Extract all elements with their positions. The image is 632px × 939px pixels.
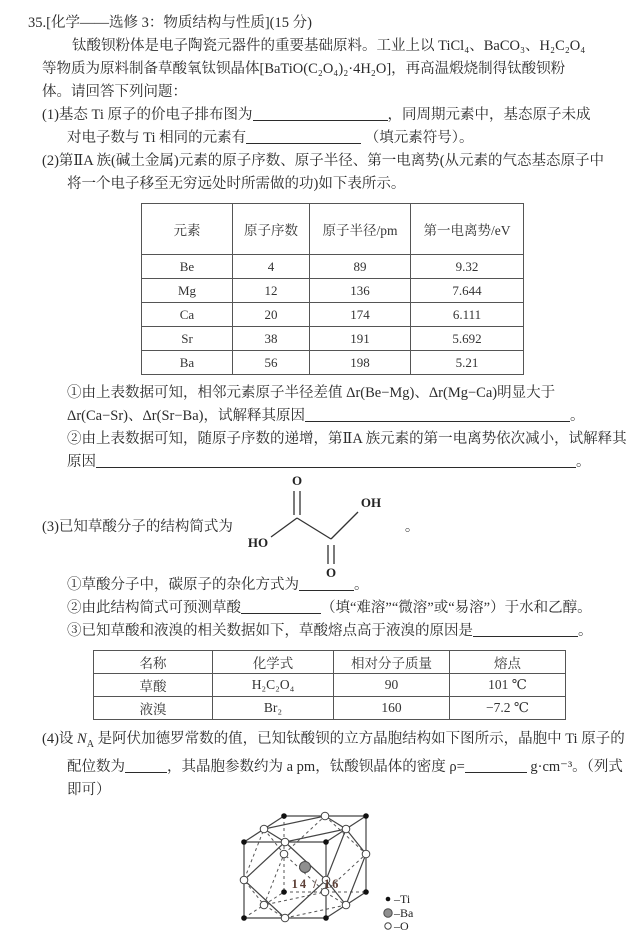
q3-sub3-period: 。: [578, 623, 593, 639]
q2-sub1-period: 。: [569, 408, 585, 424]
q3-lead-text: (3)已知草酸分子的结构简式为: [42, 518, 233, 535]
cell: 198: [310, 351, 411, 375]
intro-line-3: 体。请回答下列问题：: [42, 84, 187, 100]
avogadro-subscript: A: [86, 738, 94, 750]
q4-line-1: [42, 728, 625, 756]
q3-sub2-line: [67, 597, 606, 620]
q4-text-2c: g·cm⁻³。（列式: [530, 758, 623, 775]
question-heading: 35.[化学——选修 3：物质结构与性质](15 分): [28, 15, 312, 31]
q3-sub2-answer-blank: [241, 598, 321, 614]
col-header-atomic-number: 原子序数: [233, 204, 310, 255]
q3-sub3-line: [67, 620, 606, 643]
cell: 89: [310, 255, 411, 279]
o-bottom-label: O: [325, 565, 336, 579]
q1-text-1: (1)基态 Ti 原子的价电子排布图为: [42, 107, 253, 123]
cell: 6.111: [411, 303, 524, 327]
table-row: [142, 255, 524, 279]
q2-sub1-line-2: [67, 405, 606, 428]
q4-text-2a: 配位数为: [67, 758, 125, 775]
cell: Mg: [142, 279, 233, 303]
q2-sub2-period: 。: [576, 454, 591, 470]
cell: 7.644: [411, 279, 524, 303]
q1-answer-blank-1: [253, 105, 388, 121]
cell: Sr: [142, 327, 233, 351]
q3-sub3-answer-blank: [473, 621, 578, 637]
q4-answer-blank-1: [125, 757, 167, 773]
table-header-row: [94, 651, 566, 674]
figure-legend: [384, 892, 414, 933]
q1-line-2: [67, 127, 606, 150]
ba-legend-label: –Ba: [394, 905, 414, 920]
cell: 136: [310, 279, 411, 303]
col-header-formula: 化学式: [213, 651, 334, 674]
cell: 101 ℃: [450, 674, 566, 697]
table-row: [142, 327, 524, 351]
q3-sub1-line: [67, 574, 606, 597]
cell: 9.32: [411, 255, 524, 279]
ba-atom: [300, 861, 311, 872]
table-row: [94, 674, 566, 697]
q3-sub1-answer-blank: [299, 575, 354, 591]
cell: 5.21: [411, 351, 524, 375]
cell: Br₂: [213, 697, 334, 720]
q2-line-2: 将一个电子移至无穷远处时所需做的功)如下表所示。: [67, 176, 406, 192]
perovskite-unit-cell-diagram: [214, 806, 446, 934]
table-row: [94, 697, 566, 720]
ho-left-label: HO: [247, 535, 269, 550]
page-number: 14 / 16: [291, 877, 341, 891]
q3-sub1-period: 。: [354, 577, 369, 593]
cell: 174: [310, 303, 411, 327]
q4-answer-blank-2: [465, 757, 527, 773]
q4-text-1b: 是阿伏加德罗常数的值，已知钛酸钡的立方晶胞结构如下图所示，晶胞中 Ti 原子的: [93, 731, 625, 747]
cell: H₂C₂O₄: [213, 674, 334, 697]
ba-legend-icon: [384, 909, 392, 917]
cell: 90: [334, 674, 450, 697]
col-header-atomic-radius: 原子半径/pm: [310, 204, 411, 255]
intro-line-1: 钛酸钡粉体是电子陶瓷元器件的重要基础原料。工业上以 TiCl₄、BaCO₃、H₂C₂O₄: [72, 38, 586, 54]
q1-text-2: ，同周期元素中，基态原子未成: [387, 107, 591, 123]
col-header-ionization-energy: 第一电离势/eV: [411, 204, 524, 255]
cell: −7.2 ℃: [450, 697, 566, 720]
q3-tail-period: 。: [404, 518, 420, 535]
substance-data-table: [93, 650, 566, 720]
q3-sub1-text: ①草酸分子中，碳原子的杂化方式为: [67, 577, 299, 593]
avogadro-symbol: N: [77, 731, 87, 747]
q2-sub2-line-1: ②由上表数据可知，随原子序数的递增，第ⅡA 族元素的第一电离势依次减小，试解释其: [67, 431, 627, 447]
oxalic-acid-structure: [237, 471, 405, 579]
table-header-row: [142, 204, 524, 255]
q3-structure-line: [42, 473, 606, 579]
q1-line-1: [42, 104, 606, 127]
element-properties-table: [141, 203, 524, 375]
cell: 4: [233, 255, 310, 279]
q4-text-2b: ，其晶胞参数约为 a pm，钛酸钡晶体的密度 ρ=: [167, 758, 465, 775]
q2-line-1: (2)第ⅡA 族(碱土金属)元素的原子序数、原子半径、第一电离势(从元素的气态基态原子中: [42, 153, 605, 169]
cell: 56: [233, 351, 310, 375]
o-top-label: O: [291, 473, 302, 488]
q2-sub2-answer-blank: [96, 452, 576, 468]
table-row: [142, 303, 524, 327]
o-legend-label: –O: [394, 918, 409, 933]
cell: 191: [310, 327, 411, 351]
table-row: [142, 351, 524, 375]
q4-line-2: [67, 756, 623, 779]
cell: Ca: [142, 303, 233, 327]
oh-right-label: OH: [360, 495, 382, 510]
q1-text-3: 对电子数与 Ti 相同的元素有: [67, 130, 247, 146]
cell: 38: [233, 327, 310, 351]
q1-answer-blank-2: [246, 128, 361, 144]
cell: 160: [334, 697, 450, 720]
col-header-name: 名称: [94, 651, 213, 674]
col-header-element: 元素: [142, 204, 233, 255]
cell: 液溴: [94, 697, 213, 720]
ti-legend-label: –Ti: [394, 891, 411, 906]
q2-sub1-text: Δr(Ca−Sr)、Δr(Sr−Ba)，试解释其原因: [67, 408, 305, 424]
q3-sub3-text: ③已知草酸和液溴的相关数据如下，草酸熔点高于液溴的原因是: [67, 623, 473, 639]
cell: 12: [233, 279, 310, 303]
cell: Be: [142, 255, 233, 279]
q2-sub1-line-1: ①由上表数据可知，相邻元素原子半径差值 Δr(Be−Mg)、Δr(Mg−Ca)明显大于: [67, 385, 556, 401]
q4-text-1a: (4)设: [42, 731, 78, 747]
col-header-molar-mass: 相对分子质量: [334, 651, 450, 674]
q2-sub1-answer-blank: [305, 406, 570, 422]
q1-text-4: （填元素符号）。: [364, 130, 474, 146]
cell: 20: [233, 303, 310, 327]
q3-sub2-text-2: （填“难溶”“微溶”或“易溶”）于水和乙醇。: [321, 600, 592, 616]
q4-line-3: 即可）: [67, 781, 111, 798]
col-header-melting-point: 熔点: [450, 651, 566, 674]
q3-sub2-text-1: ②由此结构简式可预测草酸: [67, 600, 241, 616]
cell: 草酸: [94, 674, 213, 697]
table-row: [142, 279, 524, 303]
o-legend-icon: [385, 923, 391, 929]
q2-sub2-text: 原因: [67, 454, 96, 470]
cell: 5.692: [411, 327, 524, 351]
unit-cell-figure: [214, 806, 606, 939]
intro-line-2: 等物质为原料制备草酸氧钛钡晶体[BaTiO(C₂O₄)₂·4H₂O]，再高温煅烧制得钛酸钡粉: [42, 61, 566, 77]
cell: Ba: [142, 351, 233, 375]
